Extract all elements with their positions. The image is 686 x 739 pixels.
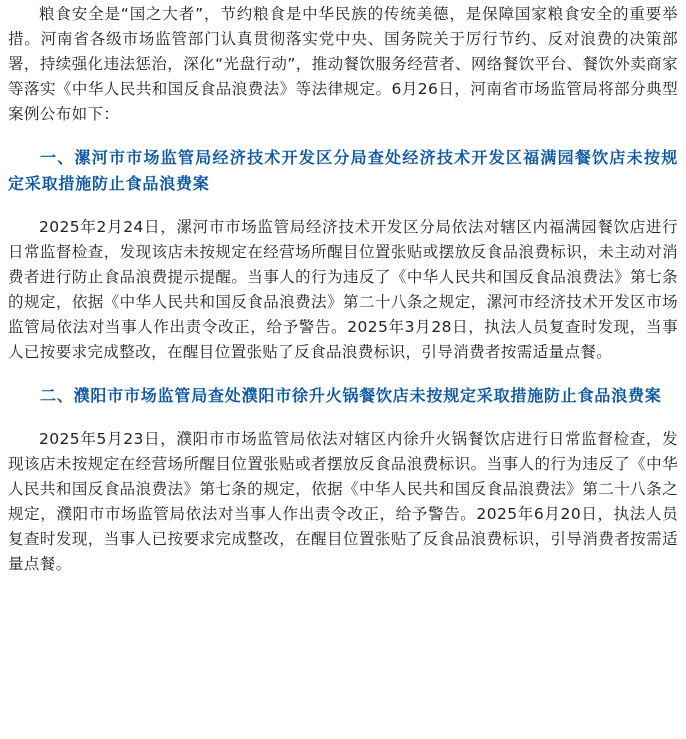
case-1-body: 2025年2月24日，漯河市市场监管局经济技术开发区分局依法对辖区内福满园餐饮店进行日常监督检查，发现该店未按规定在经营场所醒目位置张贴或摆放反食品浪费标识，未主动对消费者进行防止食品浪费提示提醒。当事人的行为违反了《中华人民共和国反食品浪费法》第七条的规定，依据《中华人民共和国反食品浪费法》第二十八条之规定，漯河市经济技术开发区市场监管局依法对当事人作出责令改正，给予警告。2025年3月28日，执法人员复查时发现，当事人已按要求完成整改，在醒目位置张贴了反食品浪费标识，引导消费者按需适量点餐。	[8, 218, 678, 361]
intro-paragraph: 粮食安全是“国之大者”，节约粮食是中华民族的传统美德，是保障国家粮食安全的重要举措。河南省各级市场监管部门认真贯彻落实党中央、国务院关于厉行节约、反对浪费的决策部署，持续强化违法惩治，深化“光盘行动”，推动餐饮服务经营者、网络餐饮平台、餐饮外卖商家等落实《中华人民共和国反食品浪费法》等法律规定。6月26日，河南省市场监管局将部分典型案例公布如下：	[8, 5, 678, 123]
case-1-heading: 一、漯河市市场监管局经济技术开发区分局查处经济技术开发区福满园餐饮店未按规定采取措施防止食品浪费案	[8, 148, 678, 193]
case-2-heading: 二、濮阳市市场监管局查处濮阳市徐升火锅餐饮店未按规定采取措施防止食品浪费案	[40, 386, 662, 405]
case-2-body: 2025年5月23日，濮阳市市场监管局依法对辖区内徐升火锅餐饮店进行日常监督检查，发现该店未按规定在经营场所醒目位置张贴或者摆放反食品浪费标识。当事人的行为违反了《中华人民共和国反食品浪费法》第七条的规定，依据《中华人民共和国反食品浪费法》第二十八条之规定，濮阳市市场监管局依法对当事人作出责令改正，给予警告。2025年6月20日，执法人员复查时发现，当事人已按要求完成整改，在醒目位置张贴了反食品浪费标识，引导消费者按需适量点餐。	[8, 430, 678, 573]
case-2	[8, 383, 678, 577]
case-1	[8, 145, 678, 365]
